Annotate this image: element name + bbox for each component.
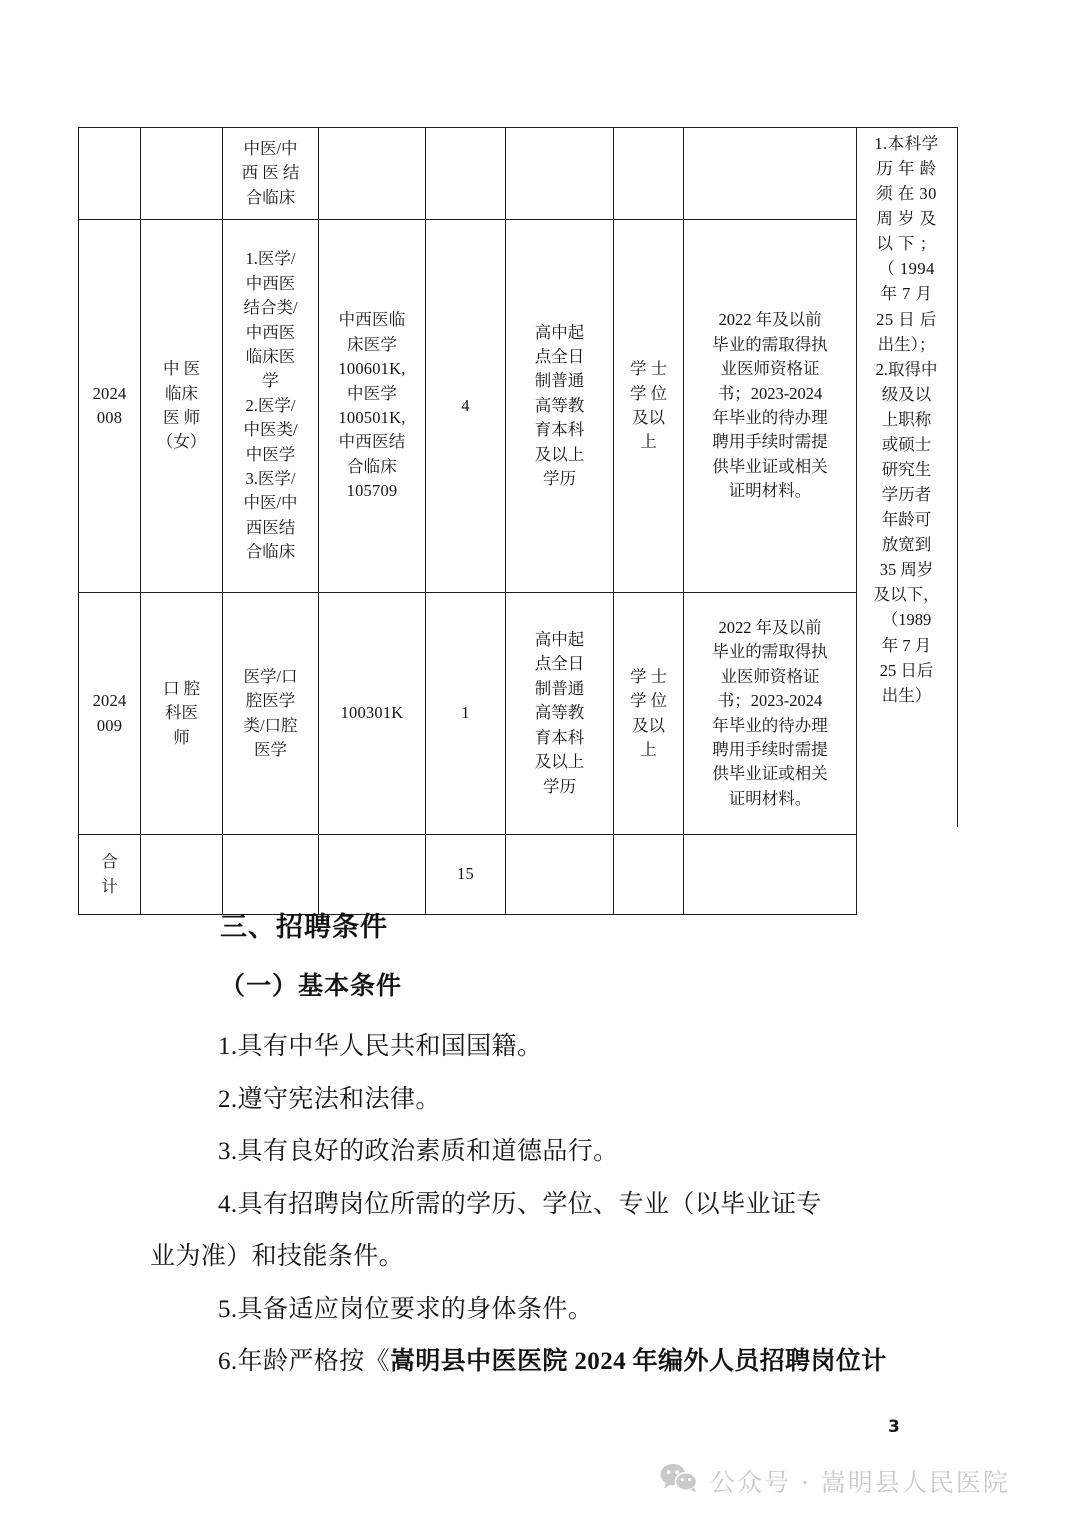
- subsection-heading: （一）基本条件: [220, 973, 403, 1000]
- cell-major: [223, 835, 319, 915]
- cell-post: [141, 835, 223, 915]
- cell-total-label: 合 计: [79, 835, 141, 915]
- major-lines: 中医/中 西 医 结 合临床: [241, 138, 300, 207]
- condition-item-5: 5.具备适应岗位要求的身体条件。: [218, 1295, 594, 1323]
- cell-major: 医学/口 腔医学 类/口腔 医学: [223, 593, 319, 835]
- cell-code: 2024 009: [79, 593, 141, 835]
- cell-condition: [684, 835, 857, 915]
- cell-major: [223, 128, 319, 220]
- condition-item-6: [150, 1339, 940, 1386]
- cell-condition: 2022 年及以前 毕业的需取得执 业医师资格证 书；2023-2024 年毕业的待办理 聘用手续时需提 供毕业证或相关 证明材料。: [684, 220, 857, 593]
- table-row: [79, 593, 857, 835]
- cell-code: [79, 128, 141, 220]
- cell-age-condition-column: 1.本科学 历 年 龄 须 在 30 周 岁 及 以 下 ； （ 1994 年 7 月 25 日 后 出生）； 2.取得中 级及以 上职称 或硕士 研究生 学历者 年龄可 放宽到 35 周岁 及以下， （1989 年 7 月 25 日后 出生）: [856, 127, 958, 827]
- wechat-watermark-text: 公众号 · 嵩明县人民医院: [710, 1468, 1010, 1497]
- page-number: 3: [888, 1417, 900, 1437]
- cell-post: 口 腔 科医 师: [141, 593, 223, 835]
- cell-degree: 学 士 学 位 及以 上: [614, 593, 684, 835]
- cell-post: 中 医 临床 医 师 （女）: [141, 220, 223, 593]
- cell-education: [506, 835, 614, 915]
- condition-item-2: 2.遵守宪法和法律。: [218, 1085, 441, 1113]
- table-row: [79, 128, 857, 220]
- recruitment-table-container: [78, 127, 856, 915]
- table-row-total: [79, 835, 857, 915]
- item6-document-title: 嵩明县中医医院 2024 年编外人员招聘岗位计: [389, 1348, 887, 1375]
- cell-number: 1: [426, 593, 506, 835]
- document-body: [150, 905, 940, 1392]
- condition-item-4-continued: 业为准）和技能条件。: [150, 1243, 405, 1270]
- cell-condition: 2022 年及以前 毕业的需取得执 业医师资格证 书；2023-2024 年毕业的待办理 聘用手续时需提 供毕业证或相关 证明材料。: [684, 593, 857, 835]
- cell-education: 高中起 点全日 制普通 高等教 育本科 及以上 学历: [506, 220, 614, 593]
- recruitment-table: [78, 127, 857, 915]
- cell-post: [141, 128, 223, 220]
- cell-major-code: 100301K: [319, 593, 426, 835]
- cell-number: [426, 128, 506, 220]
- cell-major-code: [319, 835, 426, 915]
- cell-degree: [614, 835, 684, 915]
- cell-education: 高中起 点全日 制普通 高等教 育本科 及以上 学历: [506, 593, 614, 835]
- cell-major-code: 中西医临 床医学 100601K, 中医学 100501K, 中西医结 合临床 105709: [319, 220, 426, 593]
- cell-degree: [614, 128, 684, 220]
- item6-prefix: 6.年龄严格按《: [218, 1348, 390, 1375]
- cell-major: 1.医学/ 中西医 结合类/ 中西医 临床医 学 2.医学/ 中医类/ 中医学 3.医学/ 中医/中 西医结 合临床: [223, 220, 319, 593]
- wechat-watermark: [660, 1463, 1010, 1499]
- condition-item-3: 3.具有良好的政治素质和道德品行。: [218, 1138, 619, 1165]
- cell-code: 2024 008: [79, 220, 141, 593]
- cell-condition: [684, 128, 857, 220]
- cell-degree: 学 士 学 位 及以 上: [614, 220, 684, 593]
- cell-education: [506, 128, 614, 220]
- condition-item-4: 4.具有招聘岗位所需的学历、学位、专业（以毕业证专: [218, 1190, 822, 1218]
- cell-major-code: [319, 128, 426, 220]
- table-row: [79, 220, 857, 593]
- wechat-icon: [660, 1463, 698, 1499]
- section-heading: 三、招聘条件: [220, 912, 388, 943]
- cell-total-number: 15: [426, 835, 506, 915]
- condition-item-1: 1.具有中华人民共和国国籍。: [218, 1033, 543, 1060]
- cell-number: 4: [426, 220, 506, 593]
